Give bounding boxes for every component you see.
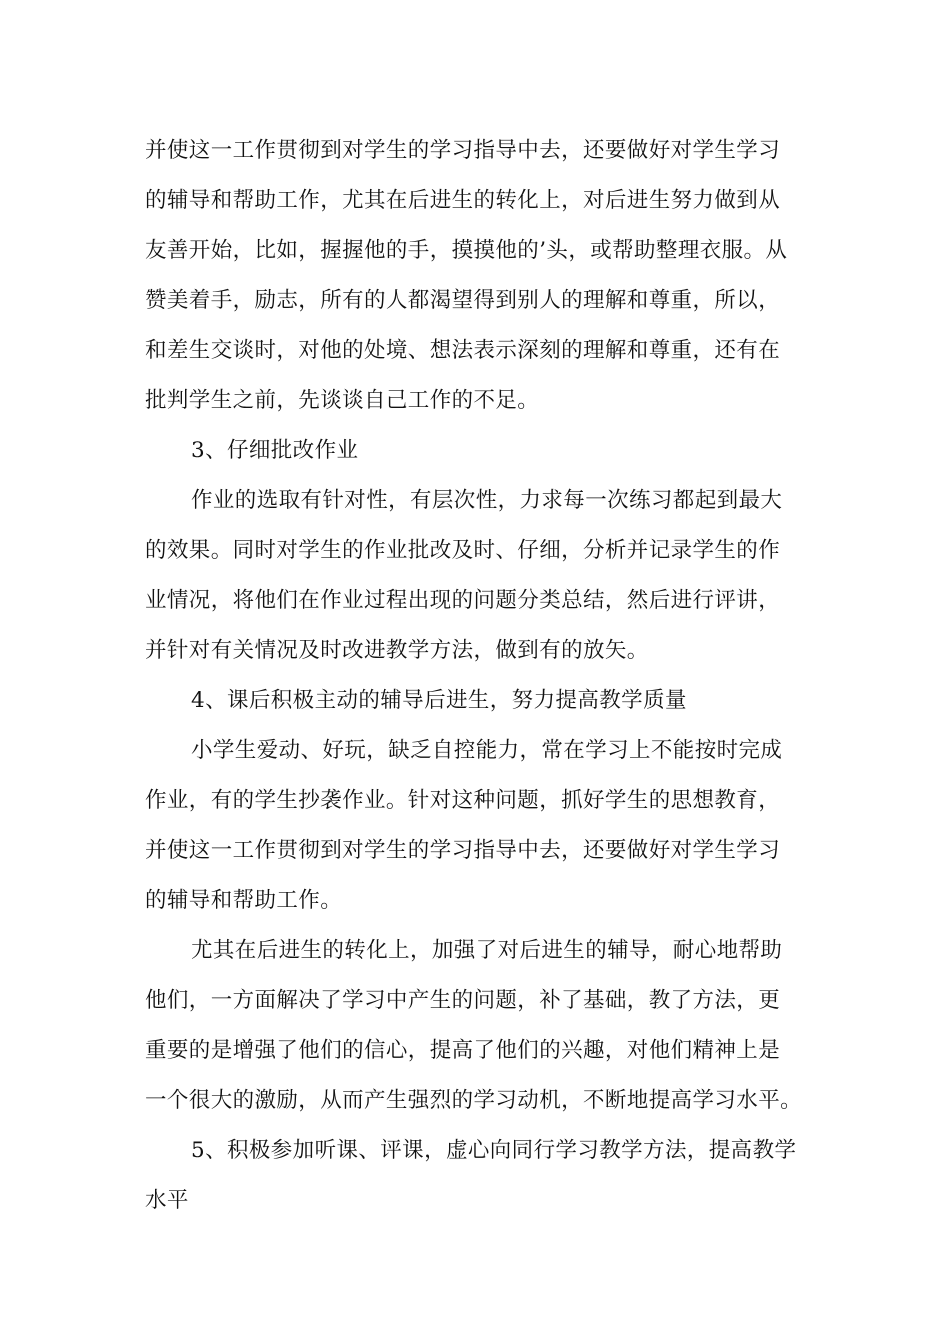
text-line: 尤其在后进生的转化上，加强了对后进生的辅导，耐心地帮助 bbox=[191, 938, 783, 963]
text-line: 业情况，将他们在作业过程出现的问题分类总结，然后进行评讲， bbox=[145, 588, 781, 613]
section-heading: 5、积极参加听课、评课，虚心向同行学习教学方法，提高教学 bbox=[191, 1138, 797, 1163]
text-line: 作业，有的学生抄袭作业。针对这种问题，抓好学生的思想教育， bbox=[145, 788, 781, 813]
section-heading: 3、仔细批改作业 bbox=[191, 438, 359, 463]
text-line: 批判学生之前，先谈谈自己工作的不足。 bbox=[145, 388, 540, 413]
text-line: 重要的是增强了他们的信心，提高了他们的兴趣，对他们精神上是 bbox=[145, 1038, 781, 1063]
text-line: 的效果。同时对学生的作业批改及时、仔细，分析并记录学生的作 bbox=[145, 538, 781, 563]
text-line: 和差生交谈时，对他的处境、想法表示深刻的理解和尊重，还有在 bbox=[145, 338, 781, 363]
text-line: 他们，一方面解决了学习中产生的问题，补了基础，教了方法，更 bbox=[145, 988, 781, 1013]
text-line: 并使这一工作贯彻到对学生的学习指导中去，还要做好对学生学习 bbox=[145, 838, 781, 863]
text-line: 赞美着手，励志，所有的人都渴望得到别人的理解和尊重，所以， bbox=[145, 288, 781, 313]
text-line: 一个很大的激励，从而产生强烈的学习动机，不断地提高学习水平。 bbox=[145, 1088, 803, 1113]
section-heading-continuation: 水平 bbox=[145, 1188, 189, 1213]
text-line: 作业的选取有针对性，有层次性，力求每一次练习都起到最大 bbox=[191, 488, 783, 513]
text-line: 并针对有关情况及时改进教学方法，做到有的放矢。 bbox=[145, 638, 649, 663]
text-line: 小学生爱动、好玩，缺乏自控能力，常在学习上不能按时完成 bbox=[191, 738, 783, 763]
text-line: 的辅导和帮助工作。 bbox=[145, 888, 343, 913]
text-line: 的辅导和帮助工作，尤其在后进生的转化上，对后进生努力做到从 bbox=[145, 188, 781, 213]
text-line: 友善开始，比如，握握他的手，摸摸他的’头，或帮助整理衣服。从 bbox=[145, 238, 788, 263]
section-heading: 4、课后积极主动的辅导后进生，努力提高教学质量 bbox=[191, 688, 687, 713]
text-line: 并使这一工作贯彻到对学生的学习指导中去，还要做好对学生学习 bbox=[145, 138, 781, 163]
